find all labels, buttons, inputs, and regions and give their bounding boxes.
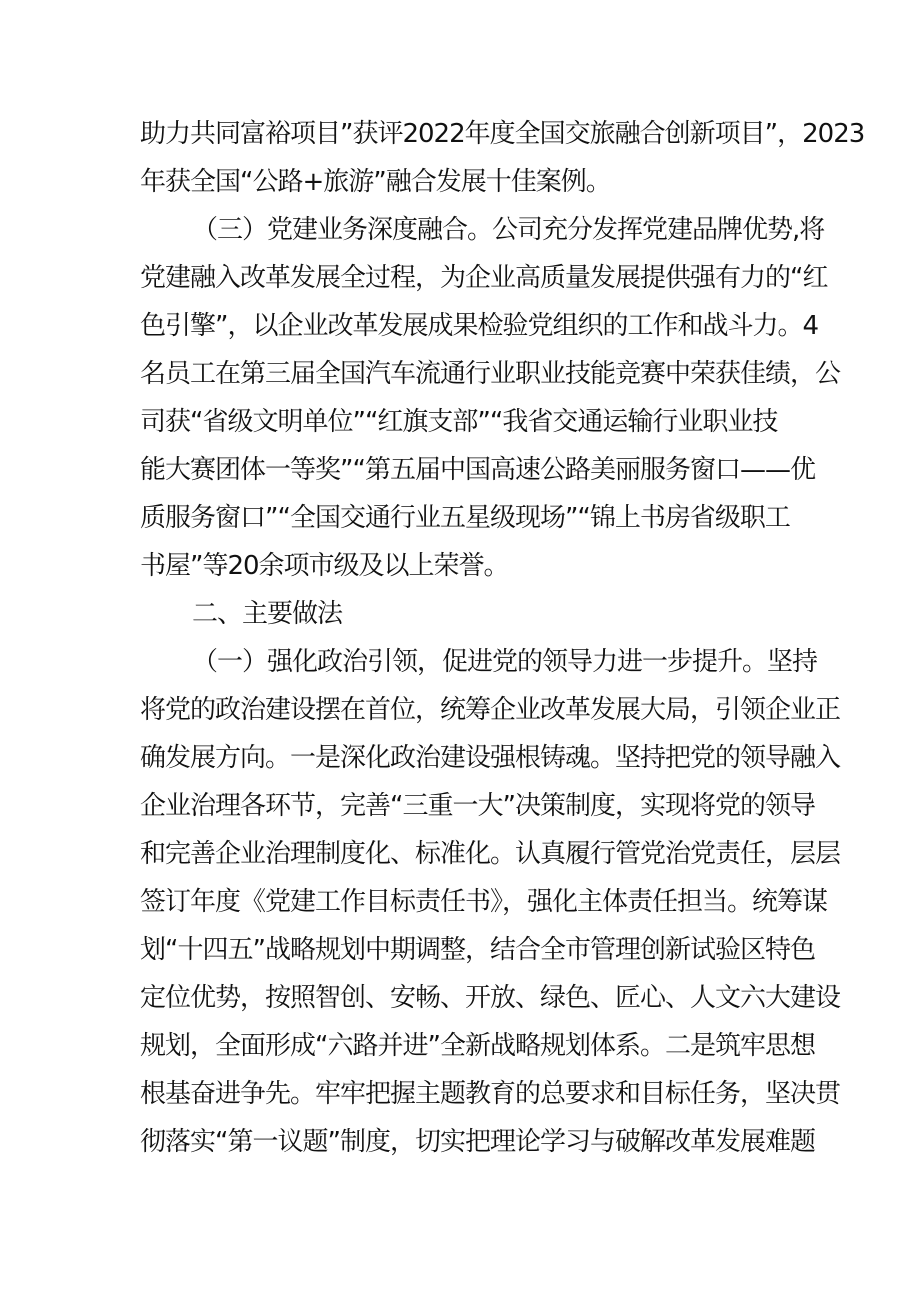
text-line: 司获“省级文明单位”“红旗支部”“我省交通运输行业职业技 — [140, 407, 778, 437]
text-line: 划“十四五”战略规划中期调整，结合全市管理创新试验区特色 — [140, 935, 815, 965]
text-line: 定位优势，按照智创、安畅、开放、绿色、匠心、人文六大建设 — [140, 983, 841, 1013]
text-line: 助力共同富裕项目”获评2022年度全国交旅融合创新项目”，2023 — [140, 119, 865, 149]
text-line: 和完善企业治理制度化、标准化。认真履行管党治党责任，层层 — [140, 839, 841, 869]
text-line: 彻落实“第一议题”制度，切实把理论学习与破解改革发展难题 — [140, 1127, 815, 1157]
section-paragraph-start: （三）党建业务深度融合。公司充分发挥党建品牌优势,将 — [192, 215, 825, 245]
text-line: 书屋”等20余项市级及以上荣誉。 — [140, 551, 509, 581]
text-line: 企业治理各环节，完善“三重一大”决策制度，实现将党的领导 — [140, 791, 815, 821]
text-line: 党建融入改革发展全过程，为企业高质量发展提供强有力的“红 — [140, 263, 828, 293]
text-line: 规划，全面形成“六路并进”全新战略规划体系。二是筑牢思想 — [140, 1031, 815, 1061]
text-line: 将党的政治建设摆在首位，统筹企业改革发展大局，引领企业正 — [140, 695, 841, 725]
text-line: 色引擎”，以企业改革发展成果检验党组织的工作和战斗力。4 — [140, 311, 819, 341]
text-line: 年获全国“公路+旅游”融合发展十佳案例。 — [140, 167, 611, 197]
text-line: 签订年度《党建工作目标责任书》，强化主体责任担当。统筹谋 — [140, 887, 828, 917]
text-line: 名员工在第三届全国汽车流通行业职业技能竞赛中荣获佳绩，公 — [140, 359, 841, 389]
text-line: 确发展方向。一是深化政治建设强根铸魂。坚持把党的领导融入 — [140, 743, 841, 773]
body-text — [140, 110, 865, 1166]
section-heading: 二、主要做法 — [192, 599, 343, 629]
text-line: 根基奋进争先。牢牢把握主题教育的总要求和目标任务，坚决贯 — [140, 1079, 841, 1109]
text-line: 质服务窗口”“全国交通行业五星级现场”“锦上书房省级职工 — [140, 503, 790, 533]
section-paragraph-start: （一）强化政治引领，促进党的领导力进一步提升。坚持 — [192, 647, 818, 677]
text-line: 能大赛团体一等奖”“第五届中国高速公路美丽服务窗口——优 — [140, 455, 815, 485]
